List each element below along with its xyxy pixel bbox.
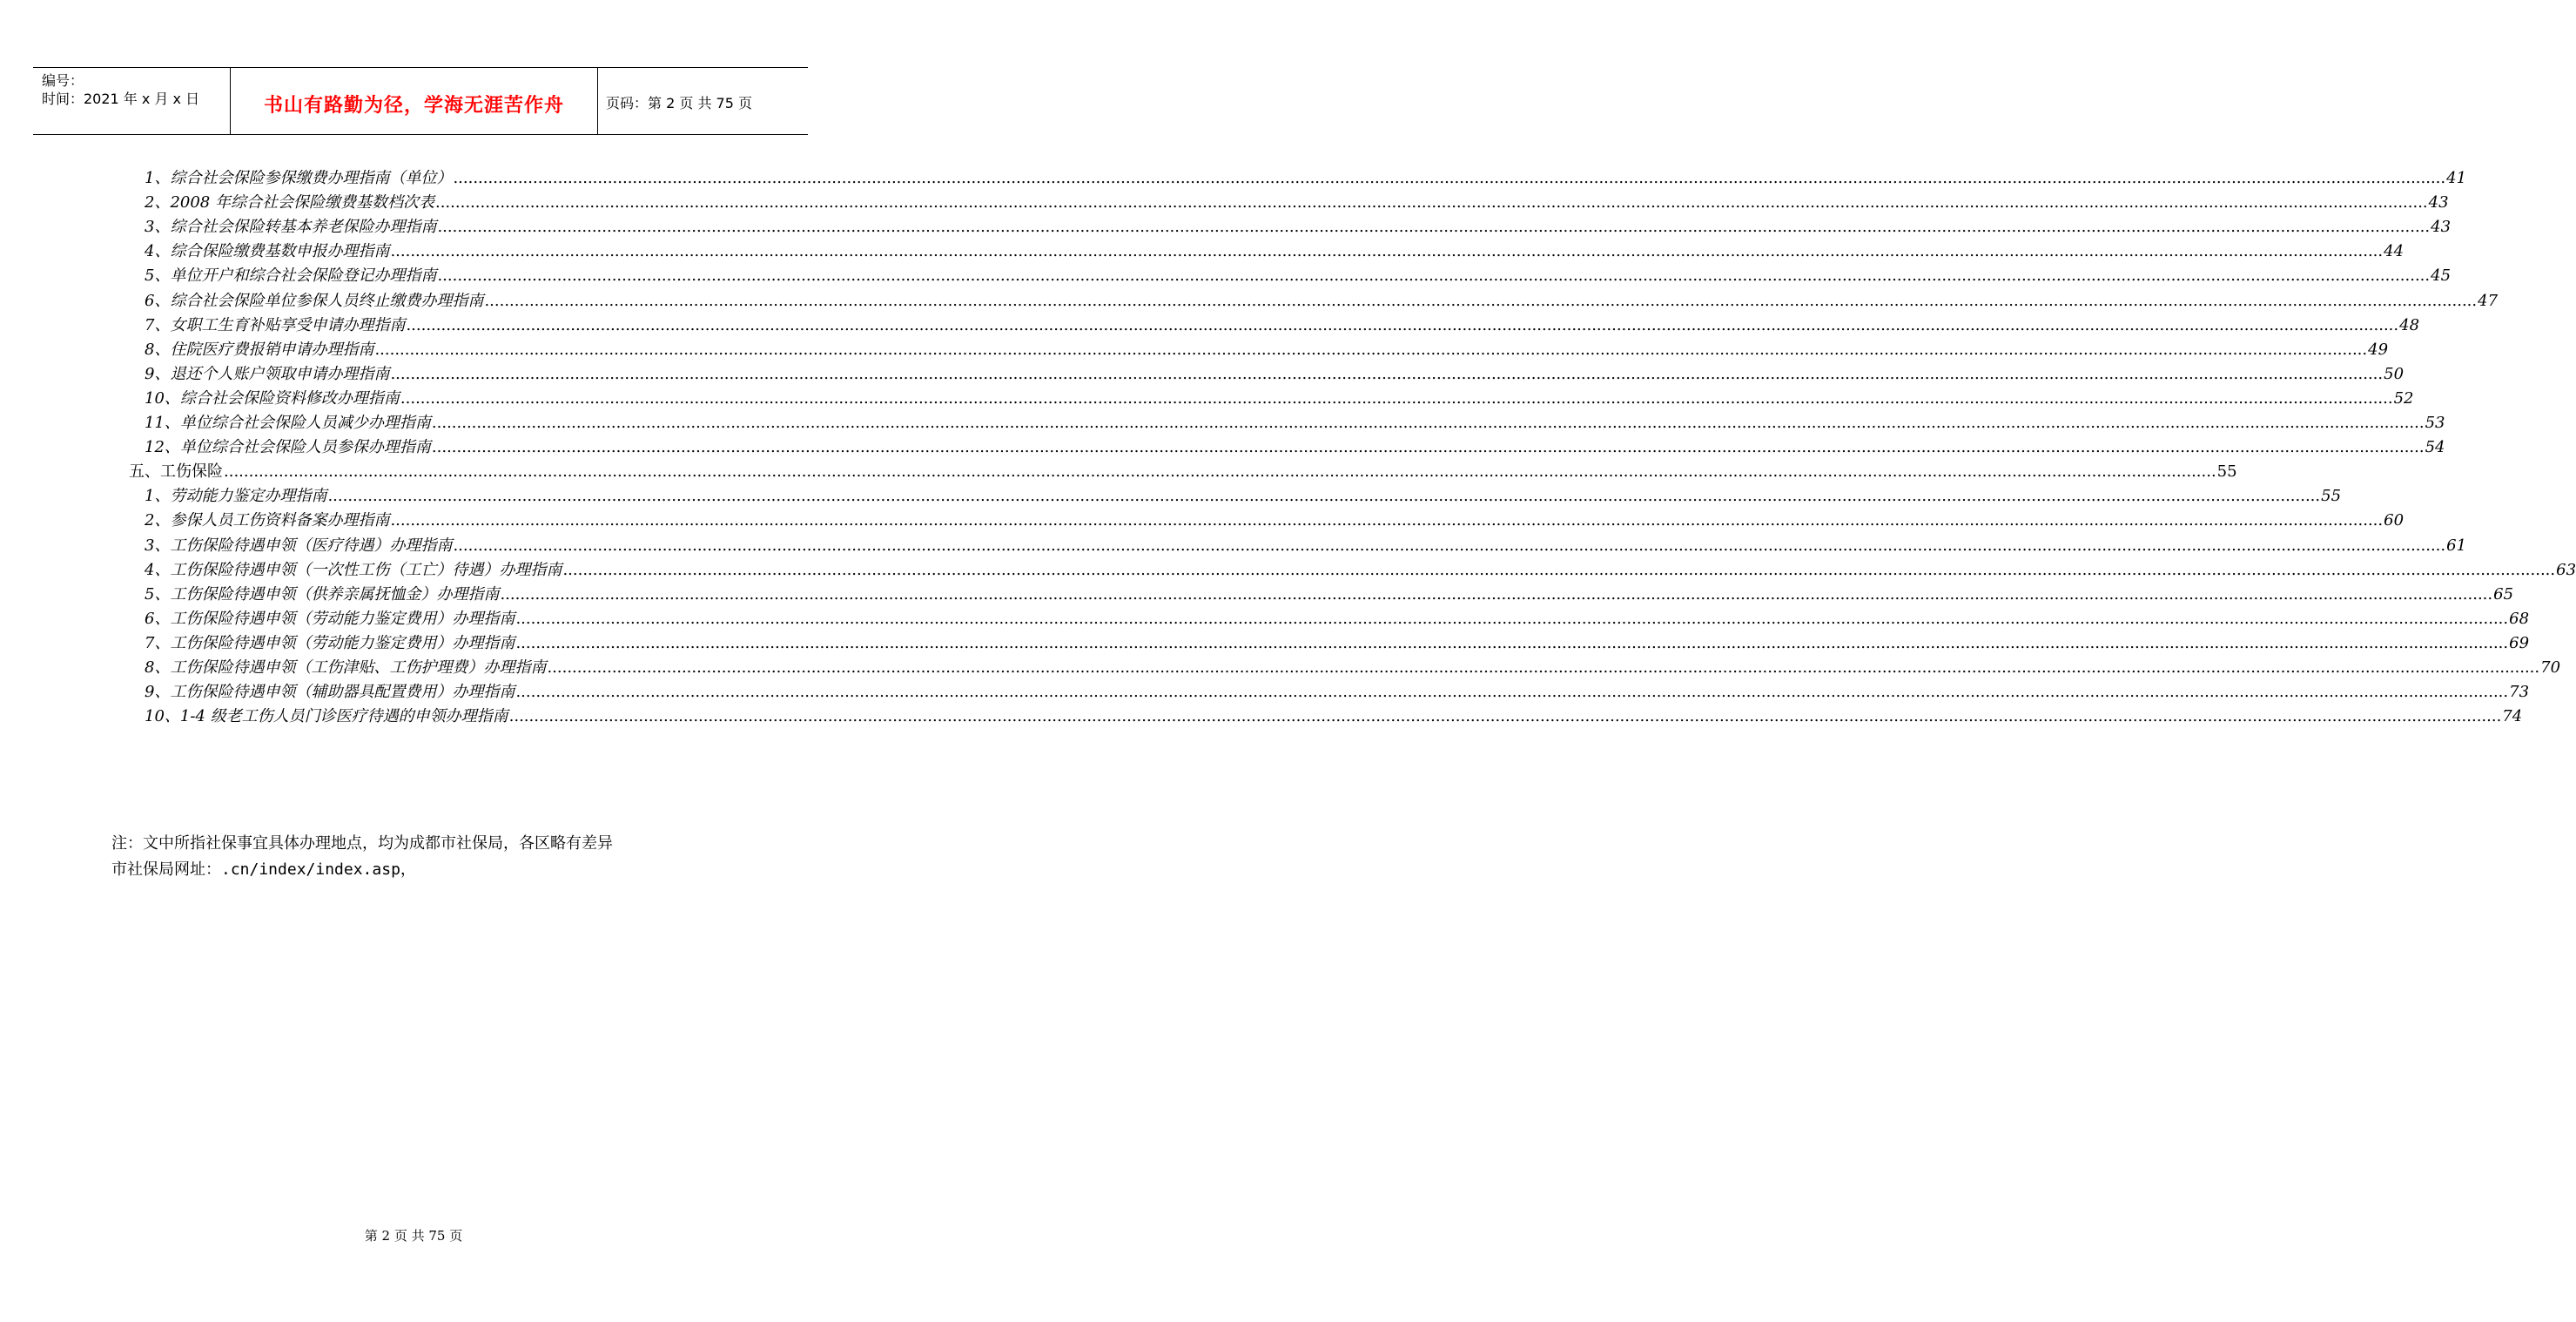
toc-leader-dots: ................................................................................................................................................................................................................................................................................................................................................................................................................ — [390, 242, 2384, 261]
toc-leader-dots: ................................................................................................................................................................................................................................................................................................................................................................................................................ — [224, 462, 2216, 482]
footnote-line-1: 注：文中所指社保事宜具体办理地点，均为成都市社保局，各区略有差异 — [111, 834, 613, 853]
toc-entry-title: 10、综合社会保险资料修改办理指南 — [145, 388, 400, 408]
toc-page-number: 53 — [2425, 414, 2445, 432]
toc-leader-dots: ................................................................................................................................................................................................................................................................................................................................................................................................................ — [434, 193, 2428, 212]
toc-page-number: 49 — [2368, 340, 2389, 359]
toc-page-number: 68 — [2509, 609, 2530, 628]
toc-page-number: 61 — [2446, 536, 2467, 555]
toc-leader-dots: ................................................................................................................................................................................................................................................................................................................................................................................................................ — [453, 169, 2446, 187]
toc-entry-title: 7、工伤保险待遇申领（劳动能力鉴定费用）办理指南 — [145, 633, 515, 652]
footnote-line-2: 市社保局网址：.cn/index/index.asp， — [111, 860, 416, 879]
toc-entry-title: 8、住院医疗费报销申请办理指南 — [145, 340, 374, 359]
toc-item-row[interactable] — [145, 533, 2467, 556]
toc-item-row[interactable] — [145, 165, 2467, 188]
toc-leader-dots: ................................................................................................................................................................................................................................................................................................................................................................................................................ — [374, 340, 2368, 359]
toc-page-number: 60 — [2384, 511, 2404, 530]
header-meta-cell — [33, 68, 230, 134]
toc-item-row[interactable] — [145, 435, 2445, 457]
header-motto-cell — [230, 68, 598, 134]
header-page-cell — [597, 68, 808, 134]
toc-item-row[interactable] — [145, 337, 2389, 360]
document-number-label: 编号： — [42, 72, 84, 89]
toc-page-number: 47 — [2478, 291, 2499, 310]
toc-item-row[interactable] — [145, 410, 2445, 433]
toc-page-number: 74 — [2502, 707, 2523, 726]
toc-item-row[interactable] — [145, 361, 2404, 384]
toc-entry-title: 9、退还个人账户领取申请办理指南 — [145, 364, 390, 383]
toc-leader-dots: ................................................................................................................................................................................................................................................................................................................................................................................................................ — [453, 536, 2446, 555]
toc-page-number: 73 — [2509, 683, 2530, 702]
toc-page-number: 43 — [2428, 193, 2449, 212]
toc-entry-title: 3、工伤保险待遇申领（医疗待遇）办理指南 — [145, 536, 453, 555]
toc-entry-title: 6、综合社会保险单位参保人员终止缴费办理指南 — [145, 291, 484, 310]
toc-item-row[interactable] — [145, 606, 2530, 629]
toc-entry-title: 1、劳动能力鉴定办理指南 — [145, 487, 327, 506]
toc-page-number: 70 — [2540, 658, 2561, 677]
page-header — [33, 67, 808, 135]
toc-entry-title: 五、工伤保险 — [129, 462, 223, 482]
toc-page-number: 54 — [2425, 438, 2445, 457]
toc-leader-dots: ................................................................................................................................................................................................................................................................................................................................................................................................................ — [390, 511, 2384, 530]
toc-item-row[interactable] — [145, 288, 2499, 311]
toc-leader-dots: ................................................................................................................................................................................................................................................................................................................................................................................................................ — [431, 414, 2425, 432]
toc-entry-title: 4、工伤保险待遇申领（一次性工伤（工亡）待遇）办理指南 — [145, 560, 562, 579]
toc-page-number: 63 — [2556, 560, 2576, 579]
toc-entry-title: 2、2008 年综合社会保险缴费基数档次表 — [145, 193, 434, 212]
toc-entry-title: 10、1-4 级老工伤人员门诊医疗待遇的申领办理指南 — [145, 707, 508, 726]
toc-item-row[interactable] — [145, 239, 2404, 261]
toc-page-number: 55 — [2216, 462, 2237, 482]
toc-leader-dots: ................................................................................................................................................................................................................................................................................................................................................................................................................ — [390, 364, 2384, 383]
toc-leader-dots: ................................................................................................................................................................................................................................................................................................................................................................................................................ — [515, 633, 2509, 652]
toc-page-number: 45 — [2431, 266, 2452, 286]
toc-page-number: 48 — [2399, 315, 2420, 334]
toc-entry-title: 12、单位综合社会保险人员参保办理指南 — [145, 438, 431, 457]
toc-item-row[interactable] — [145, 631, 2530, 653]
toc-item-row[interactable] — [145, 263, 2452, 286]
toc-page-number: 41 — [2446, 169, 2467, 187]
toc-item-row[interactable] — [145, 483, 2342, 506]
toc-entry-title: 9、工伤保险待遇申领（辅助器具配置费用）办理指南 — [145, 683, 515, 702]
toc-entry-title: 4、综合保险缴费基数申报办理指南 — [145, 242, 390, 261]
toc-item-row[interactable] — [145, 704, 2523, 726]
toc-leader-dots: ................................................................................................................................................................................................................................................................................................................................................................................................................ — [484, 291, 2478, 310]
toc-leader-dots: ................................................................................................................................................................................................................................................................................................................................................................................................................ — [437, 218, 2431, 237]
toc-leader-dots: ................................................................................................................................................................................................................................................................................................................................................................................................................ — [327, 487, 2321, 506]
toc-leader-dots: ................................................................................................................................................................................................................................................................................................................................................................................................................ — [400, 388, 2393, 408]
toc-page-number: 50 — [2384, 364, 2404, 383]
toc-item-row[interactable] — [145, 190, 2449, 212]
toc-item-row[interactable] — [145, 557, 2576, 580]
toc-item-row[interactable] — [145, 679, 2530, 702]
toc-item-row[interactable] — [145, 582, 2514, 604]
header-page-label: 页码：第 2 页 共 75 页 — [606, 95, 752, 111]
toc-item-row[interactable] — [145, 508, 2404, 530]
toc-entry-title: 8、工伤保险待遇申领（工伤津贴、工伤护理费）办理指南 — [145, 658, 547, 677]
toc-entry-title: 1、综合社会保险参保缴费办理指南（单位） — [145, 169, 453, 187]
toc-page-number: 52 — [2393, 388, 2414, 408]
header-motto: 书山有路勤为径，学海无涯苦作舟 — [263, 95, 564, 117]
toc-entry-title: 5、单位开户和综合社会保险登记办理指南 — [145, 266, 437, 286]
toc-leader-dots: ................................................................................................................................................................................................................................................................................................................................................................................................................ — [515, 683, 2509, 702]
toc-entry-title: 6、工伤保险待遇申领（劳动能力鉴定费用）办理指南 — [145, 609, 515, 628]
toc-leader-dots: ................................................................................................................................................................................................................................................................................................................................................................................................................ — [547, 658, 2540, 677]
toc-leader-dots: ................................................................................................................................................................................................................................................................................................................................................................................................................ — [406, 315, 2399, 334]
toc-entry-title: 5、工伤保险待遇申领（供养亲属抚恤金）办理指南 — [145, 584, 500, 604]
toc-entry-title: 3、综合社会保险转基本养老保险办理指南 — [145, 218, 437, 237]
toc-page-number: 65 — [2493, 584, 2514, 604]
toc-page-number: 44 — [2384, 242, 2404, 261]
toc-leader-dots: ................................................................................................................................................................................................................................................................................................................................................................................................................ — [431, 438, 2425, 457]
toc-leader-dots: ................................................................................................................................................................................................................................................................................................................................................................................................................ — [515, 609, 2509, 628]
toc-page-number: 55 — [2321, 487, 2342, 506]
document-time-label: 时间：2021 年 x 月 x 日 — [42, 91, 200, 107]
toc-item-row[interactable] — [145, 655, 2561, 678]
toc-item-row[interactable] — [145, 386, 2414, 408]
toc-section-row[interactable] — [129, 459, 2237, 482]
toc-entry-title: 7、女职工生育补贴享受申请办理指南 — [145, 315, 406, 334]
toc-leader-dots: ................................................................................................................................................................................................................................................................................................................................................................................................................ — [508, 707, 2502, 726]
toc-leader-dots: ................................................................................................................................................................................................................................................................................................................................................................................................................ — [437, 266, 2431, 286]
toc-entry-title: 11、单位综合社会保险人员减少办理指南 — [145, 414, 431, 432]
footnote — [111, 831, 738, 883]
toc-entry-title: 2、参保人员工伤资料备案办理指南 — [145, 511, 390, 530]
toc-leader-dots: ................................................................................................................................................................................................................................................................................................................................................................................................................ — [562, 560, 2556, 579]
toc-leader-dots: ................................................................................................................................................................................................................................................................................................................................................................................................................ — [500, 584, 2493, 604]
page-footer: 第 2 页 共 75 页 — [364, 1228, 463, 1244]
toc-item-row[interactable] — [145, 214, 2452, 237]
toc-page-number: 69 — [2509, 633, 2530, 652]
toc-page-number: 43 — [2431, 218, 2452, 237]
toc-item-row[interactable] — [145, 313, 2420, 335]
